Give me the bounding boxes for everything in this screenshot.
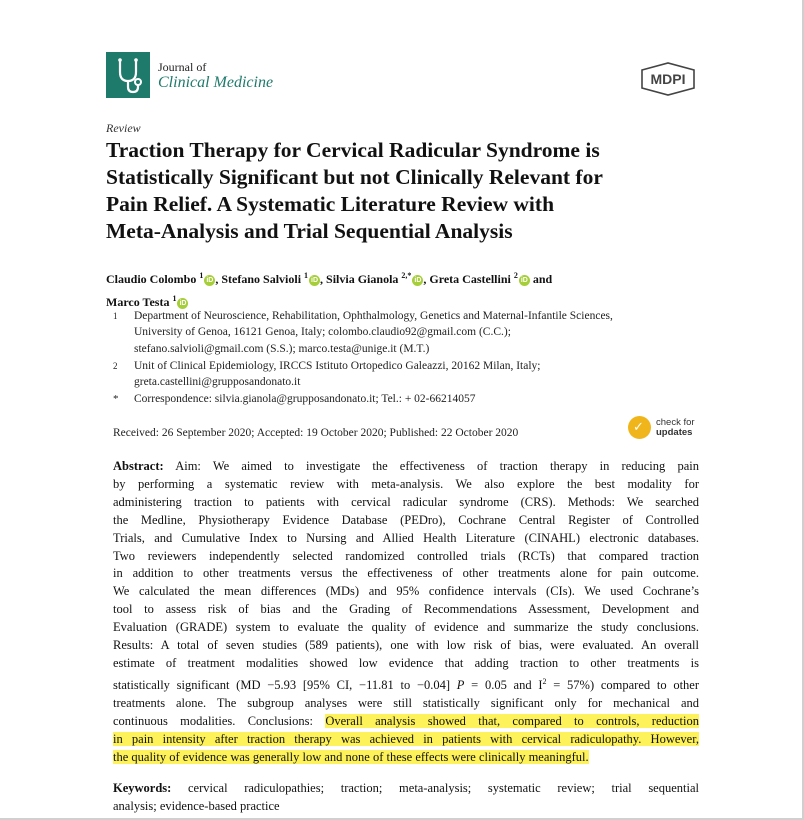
keywords-line: analysis; evidence-based practice (113, 798, 280, 813)
abstract-label: Abstract: (113, 459, 164, 473)
abstract-line: administering traction to patients with cervical radicular syndrome (CRS). Methods: We searched (113, 494, 699, 509)
highlighted-text: the quality of evidence was generally low and none of these effects were clinically meaningful. (113, 749, 589, 764)
abstract-line: We calculated the mean differences (MDs) and 95% confidence intervals (CIs). We used Cochrane’s (113, 584, 699, 599)
journal-logo (106, 52, 150, 98)
abstract-line: Evaluation (GRADE) system to evaluate the quality of evidence and summarize the study conclusions. (113, 620, 699, 635)
orcid-icon[interactable]: iD (520, 277, 528, 284)
journal-name: Clinical Medicine (158, 74, 274, 91)
author-affiliation-mark: 2 (513, 271, 518, 280)
abstract-line: treatments alone. The subgroup analyses were still statistically significant only for mechanical and (113, 695, 699, 710)
p-value-symbol: P (456, 678, 465, 693)
author-name: Stefano Salvioli (221, 272, 302, 286)
mdpi-logo-text: MDPI (650, 71, 686, 87)
abstract-text: = 0.05 and I (464, 678, 543, 693)
highlighted-text: in pain intensity after traction therapy was achieved in patients with cervical radiculopathy. However, (113, 731, 699, 746)
check-updates-line1: check for (656, 417, 695, 428)
orcid-icon[interactable]: iD (311, 277, 319, 284)
orcid-icon[interactable]: iD (206, 277, 214, 284)
abstract-line: the Medline, Physiotherapy Evidence Database (PEDro), Cochrane Central Register of Controlled (113, 512, 699, 527)
author-list (106, 266, 706, 312)
author-and: and (532, 272, 553, 286)
abstract-line: tool to assess risk of bias and the Grading of Recommendations Assessment, Development and (113, 602, 699, 617)
author-affiliation-mark: 2,* (401, 271, 412, 280)
mdpi-logo (640, 62, 696, 96)
affiliation-line: greta.castellini@grupposandonato.it (134, 376, 301, 389)
keywords-label: Keywords: (113, 781, 172, 795)
author-separator: , (320, 272, 324, 286)
abstract (113, 458, 699, 767)
author-separator: , (423, 272, 427, 286)
abstract-text: statistically significant (MD −5.93 [95% CI, −11.81 to −0.04] (113, 678, 457, 693)
affiliation-line: Department of Neuroscience, Rehabilitation, Ophthalmology, Genetics and Maternal-Infantile Sciences, (134, 310, 613, 322)
abstract-line: in addition to other treatments versus the effectiveness of other treatments alone for pain outcome. (113, 566, 699, 581)
affiliation-line: Unit of Clinical Epidemiology, IRCCS Istituto Ortopedico Galeazzi, 20162 Milan, Italy; (134, 360, 541, 372)
article-title (106, 137, 726, 245)
keywords (113, 780, 699, 816)
author-name: Greta Castellini (429, 272, 511, 286)
author-name: Marco Testa (106, 295, 170, 309)
affiliation-mark: 2 (113, 361, 118, 371)
abstract-line (113, 749, 699, 767)
check-updates-line2: updates (656, 427, 693, 438)
orcid-icon[interactable]: iD (179, 300, 187, 307)
author-affiliation-mark: 1 (199, 271, 204, 280)
keywords-text: cervical radiculopathies; traction; meta-analysis; systematic review; trial sequential (188, 781, 699, 795)
author-affiliation-mark: 1 (172, 294, 177, 303)
author-line (106, 266, 706, 289)
abstract-text: = 57%) compared to other (546, 678, 700, 693)
author-affiliation-mark: 1 (304, 271, 309, 280)
highlighted-text: Overall analysis showed that, compared to controls, reduction (325, 713, 699, 728)
abstract-line: Results: A total of seven studies (589 patients), one with low risk of bias, were evaluated. An overall (113, 638, 699, 653)
superscript: 2 (542, 676, 547, 686)
article-type: Review (106, 121, 141, 135)
check-updates-icon: ✓ (628, 416, 651, 439)
title-line: Traction Therapy for Cervical Radicular Syndrome is (106, 138, 600, 162)
abstract-line: estimate of treatment modalities showed low evidence that adding traction to other treatments is (113, 655, 699, 670)
check-for-updates-button[interactable] (628, 416, 708, 444)
affiliation-line: Correspondence: silvia.gianola@grupposandonato.it; Tel.: + 02-66214057 (134, 393, 476, 405)
author-name: Claudio Colombo (106, 272, 197, 286)
abstract-line: Two reviewers independently selected randomized controlled trials (RCTs) that compared traction (113, 548, 699, 563)
abstract-text: Aim: We aimed to investigate the effectiveness of traction therapy in reducing pain (175, 459, 699, 473)
journal-of-label: Journal of (158, 60, 207, 74)
author-separator: , (215, 272, 219, 286)
abstract-line: Trials, and Cumulative Index to Nursing and Allied Health Literature (CINAHL) electronic databases. (113, 530, 699, 545)
title-line: Pain Relief. A Systematic Literature Review with (106, 192, 555, 216)
title-line: Statistically Significant but not Clinically Relevant for (106, 165, 603, 189)
abstract-line (113, 731, 699, 749)
title-line: Meta-Analysis and Trial Sequential Analysis (106, 219, 513, 243)
affiliation-line: University of Genoa, 16121 Genoa, Italy; colombo.claudio92@gmail.com (C.C.); (134, 326, 511, 339)
author-name: Silvia Gianola (326, 272, 399, 286)
affiliation-mark: 1 (113, 311, 118, 321)
keywords-line (113, 780, 699, 798)
abstract-line (113, 458, 699, 476)
orcid-icon[interactable]: iD (414, 277, 422, 284)
abstract-line (113, 713, 699, 731)
abstract-text: continuous modalities. Conclusions: (113, 713, 326, 728)
abstract-line (113, 673, 699, 695)
stethoscope-icon (106, 52, 150, 98)
affiliation-line: stefano.salvioli@gmail.com (S.S.); marco.testa@unige.it (M.T.) (134, 342, 430, 355)
affiliation-mark: * (113, 393, 119, 405)
abstract-line: by performing a systematic review with meta-analysis. We also explore the best modality for (113, 476, 699, 491)
publication-dates: Received: 26 September 2020; Accepted: 19 October 2020; Published: 22 October 2020 (113, 427, 519, 439)
